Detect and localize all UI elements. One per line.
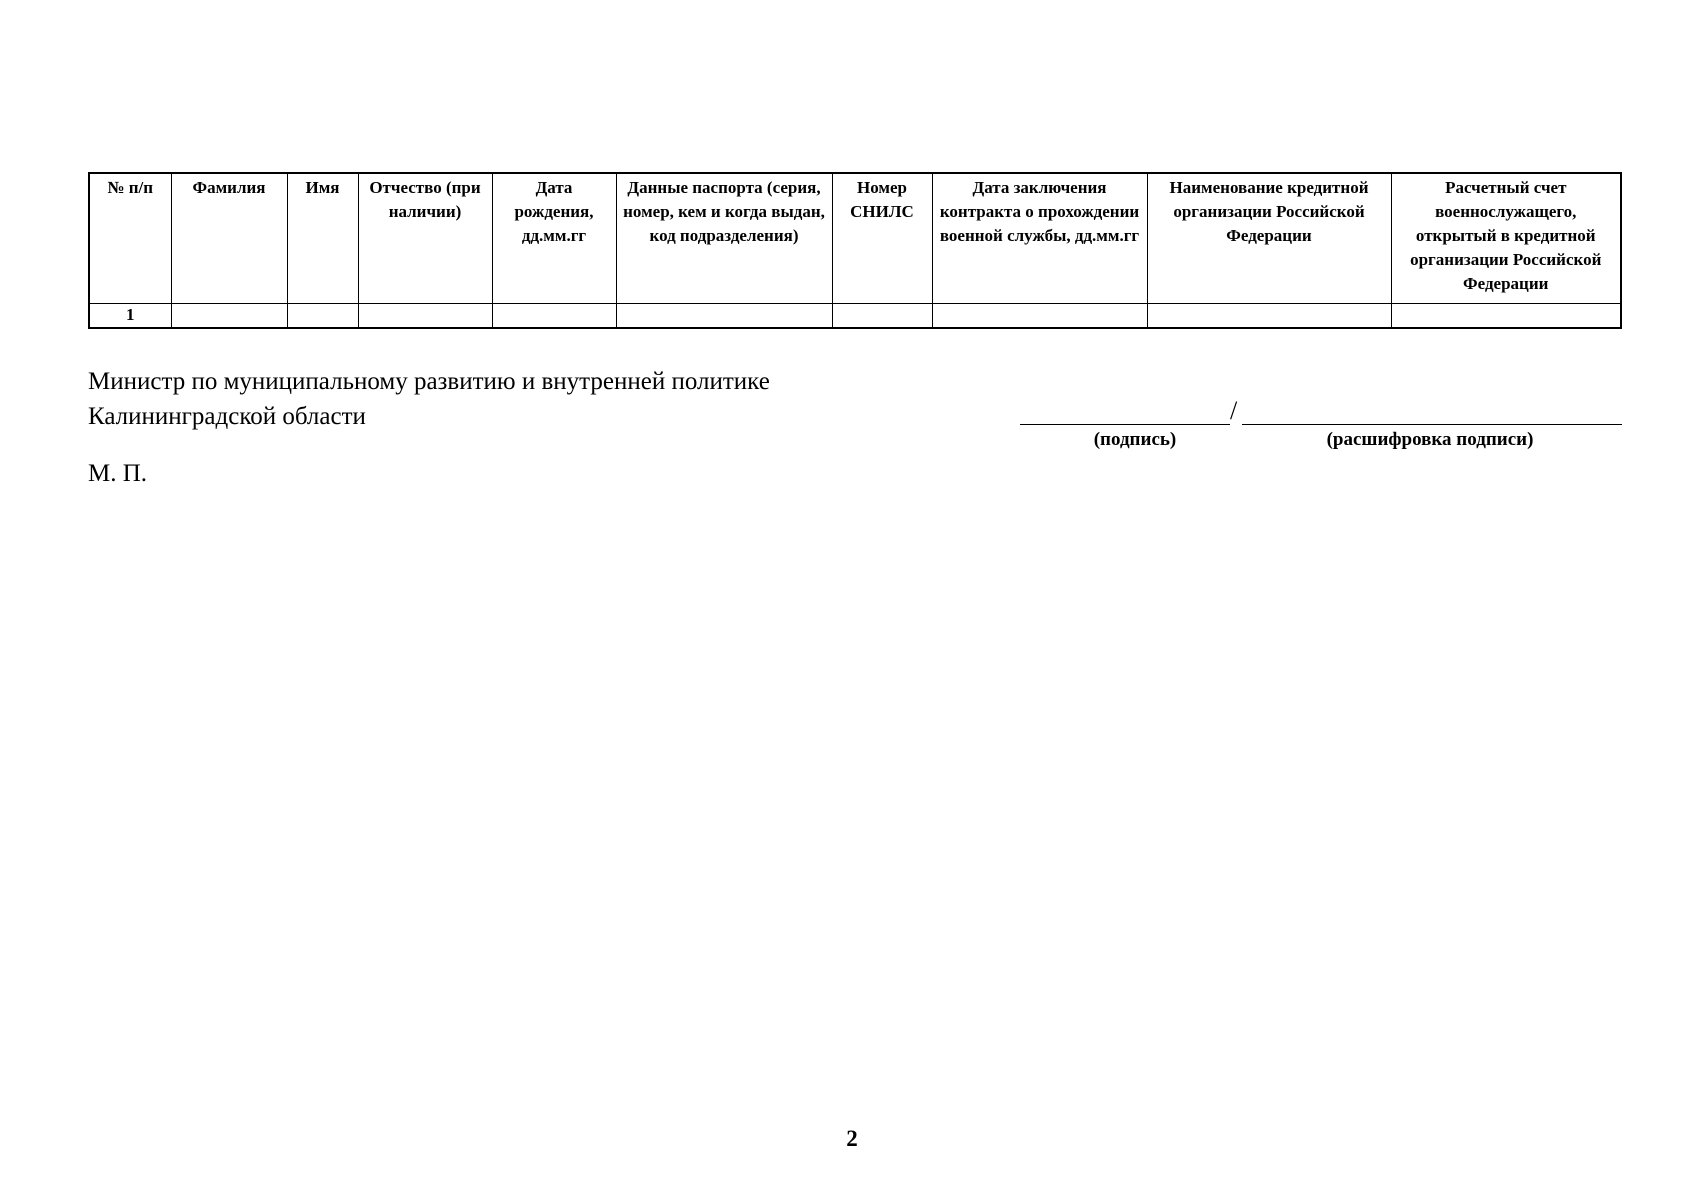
signatory-title xyxy=(88,364,770,434)
col-header-bank-name: Наименование кредитной организации Российской Федерации xyxy=(1147,173,1391,303)
table-cell xyxy=(492,303,616,328)
signatory-title-line-1: Министр по муниципальному развитию и внутренней политике xyxy=(88,368,770,395)
page-number: 2 xyxy=(846,1126,858,1151)
col-header-snils: Номер СНИЛС xyxy=(832,173,932,303)
col-header-surname: Фамилия xyxy=(171,173,287,303)
col-header-patronymic: Отчество (при наличии) xyxy=(358,173,492,303)
table-row xyxy=(89,303,1621,328)
table-header-row xyxy=(89,173,1621,303)
col-header-passport: Данные паспорта (серия, номер, кем и когда выдан, код подразделения) xyxy=(616,173,832,303)
signature-decode-line xyxy=(1242,424,1622,425)
table-cell xyxy=(616,303,832,328)
stamp-place: М. П. xyxy=(88,460,148,487)
table-cell: 1 xyxy=(89,303,171,328)
signature-caption: (подпись) xyxy=(1093,429,1177,450)
signature-slash: / xyxy=(1230,396,1238,425)
col-header-birth-date: Дата рождения, дд.мм.гг xyxy=(492,173,616,303)
recipients-table xyxy=(88,172,1622,329)
table-cell xyxy=(358,303,492,328)
col-header-account: Расчетный счет военнослужащего, открытый в кредитной организации Российской Федерации xyxy=(1391,173,1621,303)
table-cell xyxy=(932,303,1147,328)
signature-decode-caption: (расшифровка подписи) xyxy=(1326,429,1534,450)
table-cell xyxy=(1391,303,1621,328)
table-cell xyxy=(1147,303,1391,328)
table-cell xyxy=(832,303,932,328)
signature-line xyxy=(1020,424,1230,425)
col-header-number: № п/п xyxy=(89,173,171,303)
table-cell xyxy=(287,303,358,328)
col-header-name: Имя xyxy=(287,173,358,303)
col-header-contract-date: Дата заключения контракта о прохождении военной службы, дд.мм.гг xyxy=(932,173,1147,303)
signatory-title-line-2: Калининградской области xyxy=(88,403,366,430)
table-cell xyxy=(171,303,287,328)
